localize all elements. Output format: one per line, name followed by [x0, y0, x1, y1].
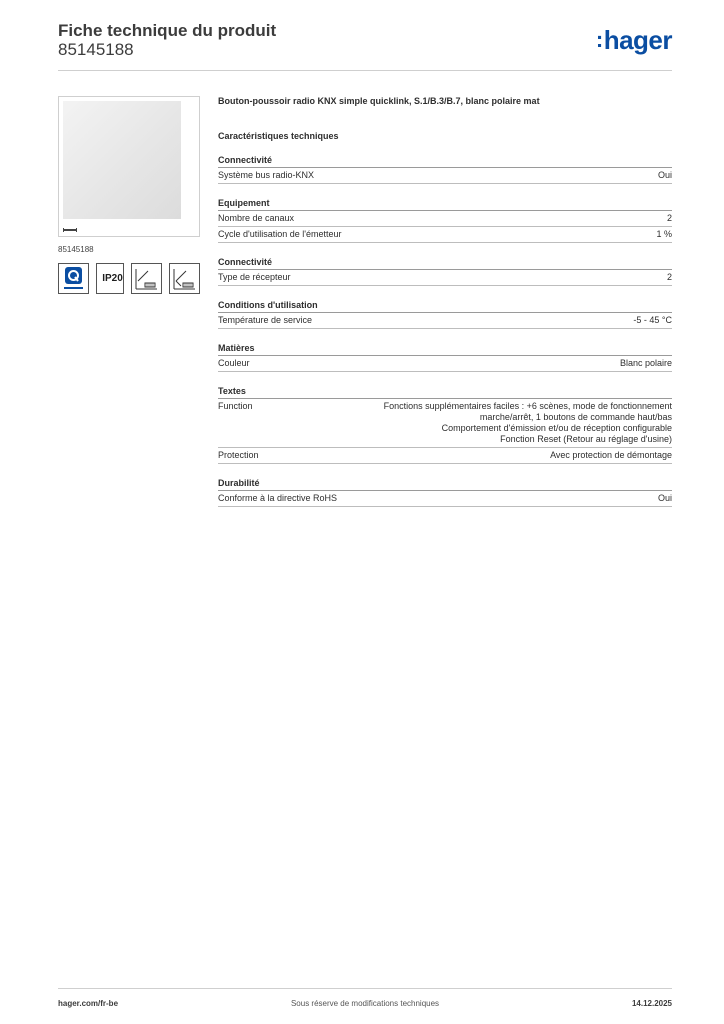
spec-row	[218, 168, 672, 184]
section-title: Durabilité	[218, 478, 672, 491]
logo-text: hager	[603, 25, 672, 55]
document-header	[58, 20, 672, 71]
technical-details	[218, 96, 672, 521]
spec-row	[218, 399, 672, 448]
hager-logo	[596, 25, 672, 56]
spec-value-multiline	[384, 401, 672, 445]
spec-label: Protection	[218, 450, 259, 460]
spec-row	[218, 211, 672, 227]
product-image	[63, 101, 181, 219]
section-title: Textes	[218, 386, 672, 399]
section-connectivity	[218, 155, 672, 184]
spec-value-line: Fonctions supplémentaires faciles : +6 scènes, mode de fonctionnement	[383, 401, 672, 411]
spec-label: Cycle d'utilisation de l'émetteur	[218, 229, 342, 239]
image-caption: 85145188	[58, 245, 94, 254]
section-materials	[218, 343, 672, 372]
flush-mount-icon	[131, 263, 162, 294]
footer-notice: Sous réserve de modifications techniques	[290, 999, 440, 1008]
product-title: Bouton-poussoir radio KNX simple quicklink, S.1/B.3/B.7, blanc polaire mat	[218, 96, 540, 106]
spec-value: 2	[666, 213, 672, 223]
product-image-column	[58, 96, 200, 294]
spec-value: Blanc polaire	[619, 358, 672, 368]
product-code: 85145188	[58, 40, 134, 59]
spec-value-line: Fonction Reset (Retour au réglage d'usine)	[500, 434, 672, 444]
spec-row	[218, 227, 672, 243]
document-footer	[58, 988, 672, 1008]
spec-row	[218, 356, 672, 372]
spec-value: Oui	[657, 170, 672, 180]
product-image-frame	[58, 96, 200, 237]
spec-label: Température de service	[218, 315, 313, 325]
section-operating-conditions	[218, 300, 672, 329]
section-sustainability	[218, 478, 672, 507]
feature-icons	[58, 263, 200, 294]
spec-label: Système bus radio-KNX	[218, 170, 315, 180]
logo-dots-icon: :	[595, 27, 603, 52]
spec-value-line: marche/arrêt, 1 boutons de commande haut/bas	[479, 412, 672, 422]
spec-value: 1 %	[656, 229, 672, 239]
ip-rating-label: IP20	[102, 273, 123, 284]
page-title: Fiche technique du produit	[58, 21, 277, 40]
section-title: Equipement	[218, 198, 672, 211]
section-title: Matières	[218, 343, 672, 356]
section-equipment	[218, 198, 672, 243]
website-link[interactable]: hager.com/fr-be	[58, 999, 119, 1008]
footer-date: 14.12.2025	[631, 999, 672, 1008]
quality-mark-icon	[58, 263, 89, 294]
spec-value: -5 - 45 °C	[633, 315, 672, 325]
spec-row	[218, 448, 672, 464]
section-title: Connectivité	[218, 155, 672, 168]
scale-bar-icon	[63, 228, 77, 232]
surface-mount-icon	[169, 263, 200, 294]
section-title: Connectivité	[218, 257, 672, 270]
spec-value: 2	[666, 272, 672, 282]
spec-value: Oui	[657, 493, 672, 503]
spec-label: Couleur	[218, 358, 250, 368]
spec-row	[218, 270, 672, 286]
spec-label: Nombre de canaux	[218, 213, 295, 223]
spec-row	[218, 491, 672, 507]
spec-label: Type de récepteur	[218, 272, 291, 282]
section-title: Conditions d'utilisation	[218, 300, 672, 313]
tech-characteristics-title: Caractéristiques techniques	[218, 131, 339, 141]
ip20-icon	[96, 263, 124, 294]
spec-label: Function	[218, 401, 253, 411]
spec-value-line: Comportement d'émission et/ou de réception configurable	[441, 423, 672, 433]
spec-row	[218, 313, 672, 329]
section-texts	[218, 386, 672, 464]
section-connectivity-2	[218, 257, 672, 286]
spec-value: Avec protection de démontage	[550, 450, 672, 460]
spec-label: Conforme à la directive RoHS	[218, 493, 338, 503]
